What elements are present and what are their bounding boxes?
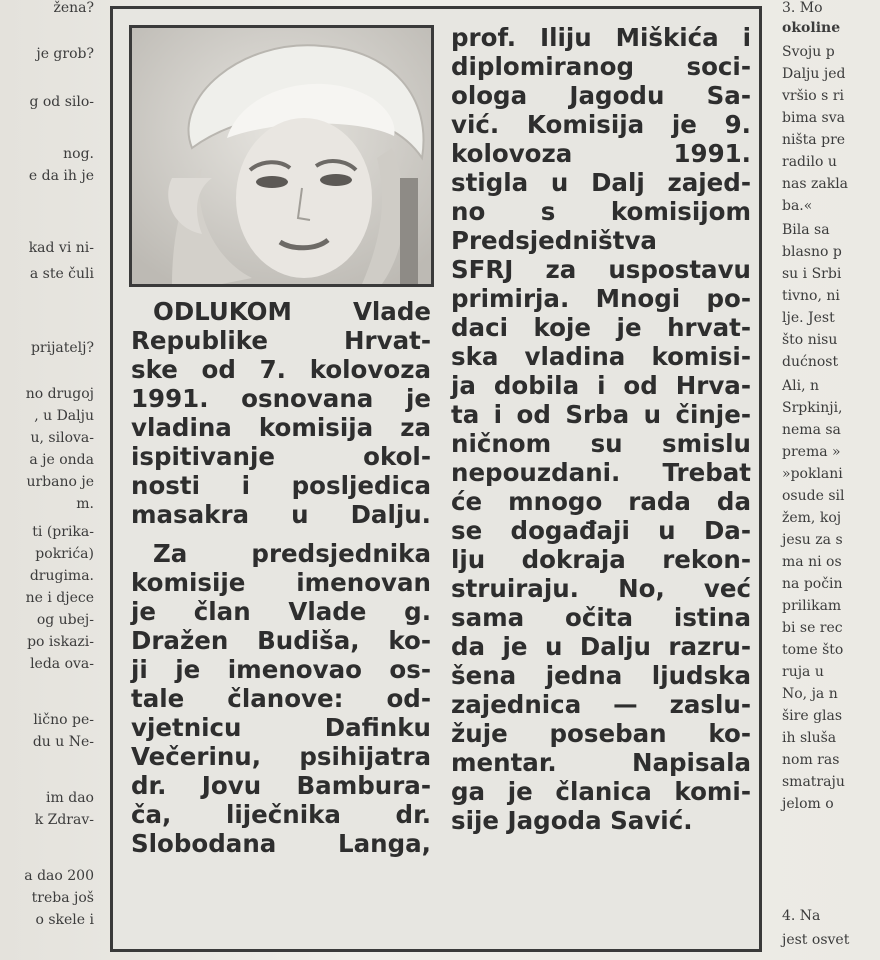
- left-fragment-line: o skele i: [35, 912, 94, 928]
- right-fragment-line: nom ras: [782, 752, 840, 768]
- left-column-fragment: [0, 0, 100, 960]
- right-fragment-line: ba.«: [782, 198, 813, 214]
- left-fragment-line: žena?: [53, 0, 94, 16]
- right-fragment-line: osude sil: [782, 488, 845, 504]
- article-line: SFRJ za uspostavu: [451, 255, 751, 284]
- right-fragment-line: bi se rec: [782, 620, 843, 636]
- article-line: diplomiranog soci-: [451, 52, 751, 81]
- article-line: lju dokraja rekon-: [451, 545, 751, 574]
- left-fragment-line: po iskazi-: [27, 634, 94, 650]
- article-line: se događaji u Da-: [451, 516, 751, 545]
- right-fragment-line: Srpkinji,: [782, 400, 843, 416]
- article-line: komisije imenovan: [131, 568, 431, 597]
- right-fragment-line: dućnost: [782, 354, 839, 370]
- left-fragment-line: leda ova-: [30, 656, 94, 672]
- article-line: ologa Jagodu Sa-: [451, 81, 751, 110]
- article-line: dr. Jovu Bambura-: [131, 771, 431, 800]
- article-line: ODLUKOM Vlade: [153, 297, 431, 326]
- right-fragment-line: nas zakla: [782, 176, 849, 192]
- article-line: masakra u Dalju.: [131, 500, 431, 529]
- right-fragment-line: okoline: [782, 20, 841, 36]
- article-line: je član Vlade g.: [131, 597, 431, 626]
- right-fragment-line: žem, koj: [782, 510, 842, 526]
- left-fragment-line: u, silova-: [30, 430, 94, 446]
- article-line: ska vladina komisi-: [451, 342, 751, 371]
- article-line: sije Jagoda Savić.: [451, 806, 693, 835]
- article-line: primirja. Mnogi po-: [451, 284, 751, 313]
- right-fragment-line: ruja u: [782, 664, 824, 680]
- right-fragment-line: lje. Jest: [782, 310, 835, 326]
- left-fragment-line: im dao: [46, 790, 94, 806]
- article-line: šena jedna ljudska: [451, 661, 751, 690]
- article-line: vladina komisija za: [131, 413, 431, 442]
- article-line: struiraju. No, već: [451, 574, 751, 603]
- right-fragment-line: jest osvet: [782, 932, 850, 948]
- article-line: ispitivanje okol-: [131, 442, 431, 471]
- article-line: ča, liječnika dr.: [131, 800, 431, 829]
- portrait-photo: [129, 25, 434, 287]
- left-fragment-line: , u Dalju: [34, 408, 94, 424]
- right-fragment-line: nema sa: [782, 422, 841, 438]
- right-fragment-line: 4. Na: [782, 908, 821, 924]
- boxed-article: [110, 6, 762, 952]
- right-fragment-line: prilikam: [782, 598, 842, 614]
- right-fragment-line: ma ni os: [782, 554, 842, 570]
- article-line: žuje poseban ko-: [451, 719, 751, 748]
- right-fragment-line: tivno, ni: [782, 288, 840, 304]
- left-fragment-line: urbano je: [26, 474, 94, 490]
- left-fragment-line: a je onda: [29, 452, 94, 468]
- left-fragment-line: prijatelj?: [30, 340, 94, 356]
- left-fragment-line: no drugoj: [25, 386, 94, 402]
- right-fragment-line: Ali, n: [782, 378, 819, 394]
- left-fragment-line: ne i djece: [25, 590, 94, 606]
- article-line: zajednica — zaslu-: [451, 690, 751, 719]
- right-fragment-line: tome što: [782, 642, 844, 658]
- right-fragment-line: vršio s ri: [782, 88, 844, 104]
- article-line: no s komisijom: [451, 197, 751, 226]
- right-fragment-line: prema »: [782, 444, 841, 460]
- article-line: stigla u Dalj zajed-: [451, 168, 751, 197]
- portrait-image: [132, 28, 431, 284]
- article-line: Slobodana Langa,: [131, 829, 431, 858]
- article-line: ja dobila i od Hrva-: [451, 371, 751, 400]
- article-line: nepouzdani. Trebat: [451, 458, 751, 487]
- article-line: ga je članica komi-: [451, 777, 751, 806]
- article-column-1: [131, 297, 431, 858]
- article-line: da je u Dalju razru-: [451, 632, 751, 661]
- article-line: vić. Komisija je 9.: [451, 110, 751, 139]
- right-fragment-line: »poklani: [782, 466, 843, 482]
- article-line: ta i od Srba u činje-: [451, 400, 751, 429]
- right-fragment-line: na počin: [782, 576, 843, 592]
- right-column-fragment: [778, 0, 880, 960]
- right-fragment-line: smatraju: [782, 774, 845, 790]
- left-fragment-line: pokrića): [35, 546, 94, 562]
- article-line: daci koje je hrvat-: [451, 313, 751, 342]
- article-line: ske od 7. kolovoza: [131, 355, 431, 384]
- article-line: prof. Iliju Miškića i: [451, 23, 751, 52]
- right-fragment-line: Svoju p: [782, 44, 835, 60]
- article-line: tale članove: od-: [131, 684, 431, 713]
- article-line: 1991. osnovana je: [131, 384, 431, 413]
- left-fragment-line: drugima.: [29, 568, 94, 584]
- left-fragment-line: a dao 200: [24, 868, 94, 884]
- right-fragment-line: blasno p: [782, 244, 842, 260]
- right-fragment-line: 3. Mo: [782, 0, 823, 16]
- left-fragment-line: treba još: [31, 890, 94, 906]
- right-fragment-line: radilo u: [782, 154, 837, 170]
- left-fragment-line: m.: [76, 496, 94, 512]
- left-fragment-line: g od silo-: [29, 94, 94, 110]
- left-fragment-line: je grob?: [36, 46, 94, 62]
- right-fragment-line: bima sva: [782, 110, 845, 126]
- right-fragment-line: Dalju jed: [782, 66, 846, 82]
- paragraph-gap: [131, 529, 431, 539]
- article-line: Za predsjednika: [153, 539, 431, 568]
- right-fragment-line: što nisu: [782, 332, 838, 348]
- right-fragment-line: šire glas: [782, 708, 843, 724]
- right-fragment-line: ih sluša: [782, 730, 837, 746]
- article-line: nosti i posljedica: [131, 471, 431, 500]
- left-fragment-line: e da ih je: [28, 168, 94, 184]
- left-fragment-line: lično pe-: [33, 712, 94, 728]
- article-line: ji je imenovao os-: [131, 655, 431, 684]
- left-fragment-line: du u Ne-: [32, 734, 94, 750]
- article-column-2: [451, 23, 751, 835]
- article-line: Republike Hrvat-: [131, 326, 431, 355]
- right-fragment-line: No, ja n: [782, 686, 838, 702]
- article-line: Večerinu, psihijatra: [131, 742, 431, 771]
- article-line: ničnom su smislu: [451, 429, 751, 458]
- article-line: Dražen Budiša, ko-: [131, 626, 431, 655]
- left-fragment-line: nog.: [63, 146, 94, 162]
- left-fragment-line: a ste čuli: [29, 266, 94, 282]
- left-fragment-line: k Zdrav-: [34, 812, 94, 828]
- left-fragment-line: kad vi ni-: [28, 240, 94, 256]
- article-line: vjetnicu Dafinku: [131, 713, 431, 742]
- article-line: Predsjedništva: [451, 226, 657, 255]
- left-fragment-line: ti (prika-: [32, 524, 94, 540]
- right-fragment-line: jesu za s: [782, 532, 843, 548]
- article-line: mentar. Napisala: [451, 748, 751, 777]
- article-line: sama očita istina: [451, 603, 751, 632]
- right-fragment-line: jelom o: [782, 796, 834, 812]
- right-fragment-line: Bila sa: [782, 222, 830, 238]
- right-fragment-line: ništa pre: [782, 132, 846, 148]
- article-line: kolovoza 1991.: [451, 139, 751, 168]
- left-fragment-line: og ubej-: [36, 612, 94, 628]
- article-line: će mnogo rada da: [451, 487, 751, 516]
- right-fragment-line: su i Srbi: [782, 266, 842, 282]
